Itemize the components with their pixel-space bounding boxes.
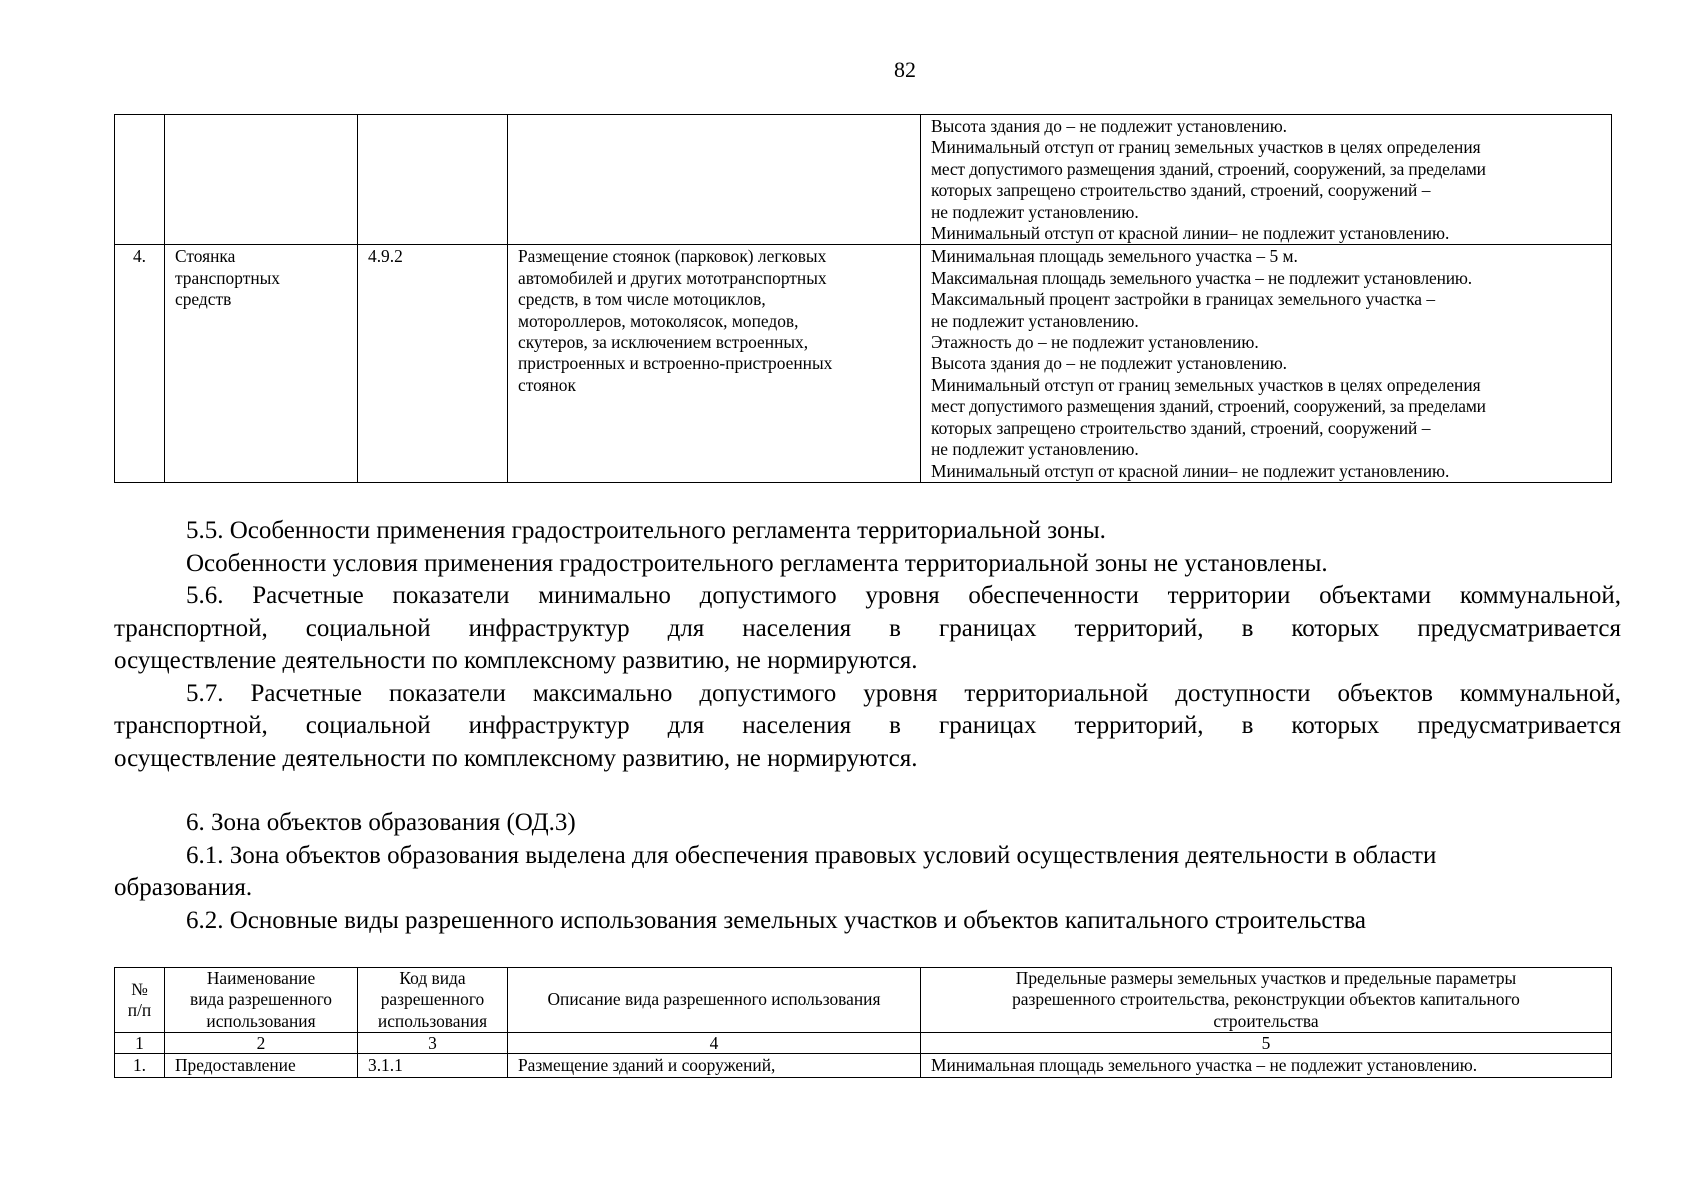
params-line: которых запрещено строительство зданий, строений, сооружений – [931,180,1431,201]
header-line: использования [377,1010,488,1031]
regulation-table-continued [114,114,1612,483]
section-5-5-heading: 5.5. Особенности применения градостроительного регламента территориальной зоны. [186,517,1106,544]
header-line: строительства [1213,1010,1319,1031]
params-line: мест допустимого размещения зданий, строений, сооружений, за пределами [931,396,1486,417]
table-row [115,115,1612,245]
header-name [165,968,358,1033]
section-6-1-line: образования. [114,874,253,901]
params-line: Этажность до – не подлежит установлению. [931,332,1259,353]
table-cell-description [508,115,921,245]
column-number: 5 [921,1033,1612,1054]
params-line: не подлежит установлению. [931,439,1139,460]
table-cell-params [921,245,1612,482]
column-number: 1 [115,1033,165,1054]
section-6-2-text: 6.2. Основные виды разрешенного использования земельных участков и объектов капитального строительства [186,906,1367,934]
params-line: мест допустимого размещения зданий, строений, сооружений, за пределами [931,158,1486,179]
table-row [115,1054,1612,1077]
section-5-5-text: Особенности условия применения градостроительного регламента территориальной зоны не установлены. [186,549,1328,577]
table-cell-number [115,115,165,245]
header-line: вида разрешенного [190,989,332,1010]
params-line: Минимальный отступ от границ земельных участков в целях определения [931,137,1481,158]
table-cell-code: 3.1.1 [358,1054,508,1077]
header-line: п/п [127,1000,152,1021]
header-description: Описание вида разрешенного использования [508,968,921,1033]
description-line: пристроенных и встроенно-пристроенных [518,353,833,374]
params-line: Высота здания до – не подлежит установлению. [931,353,1288,374]
header-line: Наименование [206,968,316,988]
params-line: Максимальная площадь земельного участка – не подлежит установлению. [931,267,1472,288]
page-number: 82 [894,57,916,82]
column-number: 2 [165,1033,358,1054]
table-cell-params [921,115,1612,245]
params-line: которых запрещено строительство зданий, строений, сооружений – [931,417,1431,438]
table-header-row [115,968,1612,1033]
section-5-6-line: транспортной, социальной инфраструктур для населения в границах территорий, в которых предусматривается [114,614,1621,642]
params-line: не подлежит установлению. [931,310,1139,331]
name-line: транспортных [175,267,281,288]
section-5-text [114,515,1621,775]
table-cell-description [508,245,921,482]
section-5-7-line: 5.7. Расчетные показатели максимально допустимого уровня территориальной доступности объектов коммунальной, [186,679,1621,707]
params-line: Высота здания до – не подлежит установлению. [931,116,1288,136]
table-cell-name [165,245,358,482]
description-line: мотороллеров, мотоколясок, мопедов, [518,310,799,331]
header-line: разрешенного строительства, реконструкции объектов капитального [1012,989,1520,1010]
params-line: Максимальный процент застройки в границах земельного участка – [931,289,1436,310]
description-line: средств, в том числе мотоциклов, [518,289,766,310]
table-row [115,245,1612,482]
params-line: Минимальная площадь земельного участка – 5 м. [931,246,1298,267]
name-line: средств [175,289,232,310]
table-cell-name [165,115,358,245]
params-line: Минимальный отступ от границ земельных участков в целях определения [931,374,1481,395]
table-cell-number: 1. [115,1054,165,1077]
section-6-1-line: 6.1. Зона объектов образования выделена для обеспечения правовых условий осуществления деятельности в области [186,841,1437,869]
regulation-table-od3 [114,967,1612,1078]
section-5-6-line: 5.6. Расчетные показатели минимально допустимого уровня обеспеченности территории объектами коммунальной, [186,582,1621,609]
header-number [115,968,165,1033]
column-number: 3 [358,1033,508,1054]
name-line: Стоянка [175,246,236,267]
description-line: автомобилей и других мототранспортных [518,267,827,288]
description-line: стоянок [518,374,576,395]
header-line: № [131,978,148,999]
table-cell-params: Минимальная площадь земельного участка – не подлежит установлению. [921,1054,1612,1077]
table-cell-name: Предоставление [165,1054,358,1077]
params-line: не подлежит установлению. [931,201,1139,222]
column-number: 4 [508,1033,921,1054]
params-line: Минимальный отступ от красной линии– не подлежит установлению. [931,460,1450,481]
section-6-heading: 6. Зона объектов образования (ОД.3) [186,809,576,836]
table-cell-code [358,115,508,245]
header-code [358,968,508,1033]
description-line: Размещение стоянок (парковок) легковых [518,246,827,267]
table-cell-description: Размещение зданий и сооружений, [508,1054,921,1077]
description-line: скутеров, за исключением встроенных, [518,332,809,353]
section-5-7-line: транспортной, социальной инфраструктур для населения в границах территорий, в которых предусматривается [114,712,1621,739]
header-line: Предельные размеры земельных участков и предельные параметры [1015,968,1517,988]
table-column-numbers-row [115,1033,1612,1054]
header-line: использования [206,1010,316,1031]
section-5-7-line: осуществление деятельности по комплексному развитию, не нормируются. [114,744,918,772]
section-5-6-line: осуществление деятельности по комплексному развитию, не нормируются. [114,647,918,674]
header-params [921,968,1612,1033]
header-line: разрешенного [380,989,485,1010]
header-line: Код вида [399,968,466,988]
table-cell-number: 4. [115,245,165,482]
table-cell-code: 4.9.2 [358,245,508,482]
params-line: Минимальный отступ от красной линии– не подлежит установлению. [931,223,1450,244]
section-6-text [114,807,1621,937]
